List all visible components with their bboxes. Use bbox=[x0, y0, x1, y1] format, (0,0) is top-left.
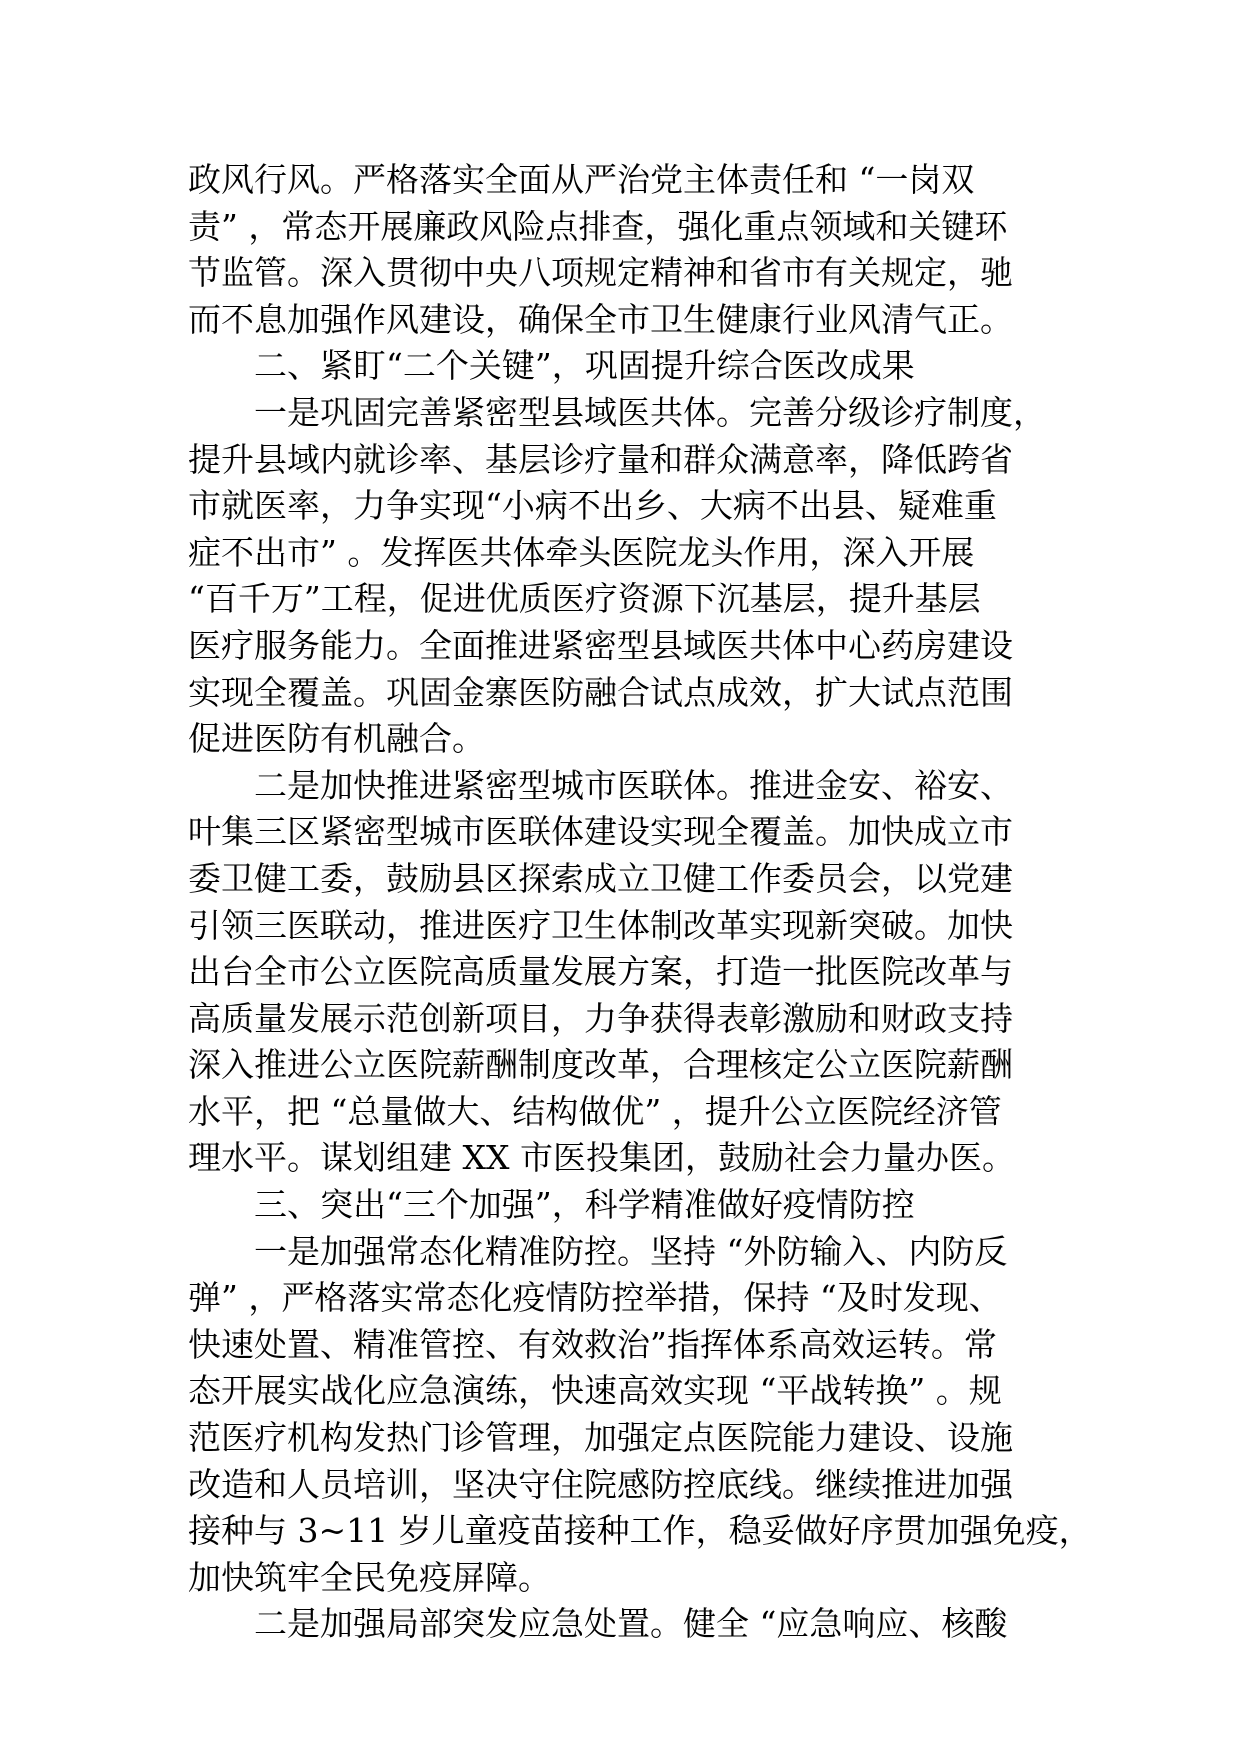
text-line: 二是加强局部突发应急处置。健全 “应急响应、核酸 bbox=[254, 1604, 1008, 1644]
text-line: 接种与 3~11 岁儿童疫苗接种工作，稳妥做好序贯加强免疫， bbox=[188, 1511, 1092, 1551]
text-line: 节监管。深入贯彻中央八项规定精神和省市有关规定，驰 bbox=[188, 253, 1013, 293]
text-line: 二是加快推进紧密型城市医联体。推进金安、裕安、 bbox=[254, 765, 1013, 805]
text-line: 深入推进公立医院薪酬制度改革，合理核定公立医院薪酬 bbox=[188, 1045, 1013, 1085]
text-line: 而不息加强作风建设，确保全市卫生健康行业风清气正。 bbox=[188, 299, 1013, 339]
text-line: 水平，把 “总量做大、结构做优” ，提升公立医院经济管 bbox=[188, 1091, 1002, 1131]
section-heading: 二、紧盯“二个关键”，巩固提升综合医改成果 bbox=[254, 346, 915, 386]
text-line: 弹” ，严格落实常态化疫情防控举措，保持 “及时发现、 bbox=[188, 1278, 1002, 1318]
text-line: 引领三医联动，推进医疗卫生体制改革实现新突破。加快 bbox=[188, 905, 1013, 945]
text-line: 提升县域内就诊率、基层诊疗量和群众满意率，降低跨省 bbox=[188, 439, 1013, 479]
text-line: 症不出市” 。发挥医共体牵头医院龙头作用，深入开展 bbox=[188, 532, 975, 572]
text-line: 叶集三区紧密型城市医联体建设实现全覆盖。加快成立市 bbox=[188, 812, 1013, 852]
text-line: 出台全市公立医院高质量发展方案，打造一批医院改革与 bbox=[188, 952, 1013, 992]
text-line: 范医疗机构发热门诊管理，加强定点医院能力建设、设施 bbox=[188, 1418, 1013, 1458]
document-body bbox=[188, 157, 1092, 1648]
text-line: 委卫健工委，鼓励县区探索成立卫健工作委员会，以党建 bbox=[188, 858, 1013, 898]
text-line: 高质量发展示范创新项目，力争获得表彰激励和财政支持 bbox=[188, 998, 1013, 1038]
text-line: 政风行风。严格落实全面从严治党主体责任和 “一岗双 bbox=[188, 160, 975, 199]
text-line: 一是加强常态化精准防控。坚持 “外防输入、内防反 bbox=[254, 1231, 1008, 1271]
text-line: 改造和人员培训，坚决守住院感防控底线。继续推进加强 bbox=[188, 1464, 1013, 1504]
text-line: 态开展实战化应急演练，快速高效实现 “平战转换” 。规 bbox=[188, 1371, 1002, 1411]
text-line: 实现全覆盖。巩固金寨医防融合试点成效，扩大试点范围 bbox=[188, 672, 1013, 712]
text-line: 市就医率，力争实现“小病不出乡、大病不出县、疑难重 bbox=[188, 486, 997, 526]
text-line: 医疗服务能力。全面推进紧密型县域医共体中心药房建设 bbox=[188, 625, 1013, 665]
text-line: “百千万”工程，促进优质医疗资源下沉基层，提升基层 bbox=[188, 579, 981, 619]
text-line: 一是巩固完善紧密型县域医共体。完善分级诊疗制度， bbox=[254, 392, 1046, 432]
text-line: 理水平。谋划组建 XX 市医投集团，鼓励社会力量办医。 bbox=[188, 1138, 1015, 1178]
text-line: 快速处置、精准管控、有效救治”指挥体系高效运转。常 bbox=[188, 1324, 997, 1364]
text-line: 促进医防有机融合。 bbox=[188, 719, 485, 759]
section-heading: 三、突出“三个加强”，科学精准做好疫情防控 bbox=[254, 1185, 915, 1225]
text-line: 加快筑牢全民免疫屏障。 bbox=[188, 1557, 551, 1597]
text-line: 责” ，常态开展廉政风险点排查，强化重点领域和关键环 bbox=[188, 206, 1008, 246]
